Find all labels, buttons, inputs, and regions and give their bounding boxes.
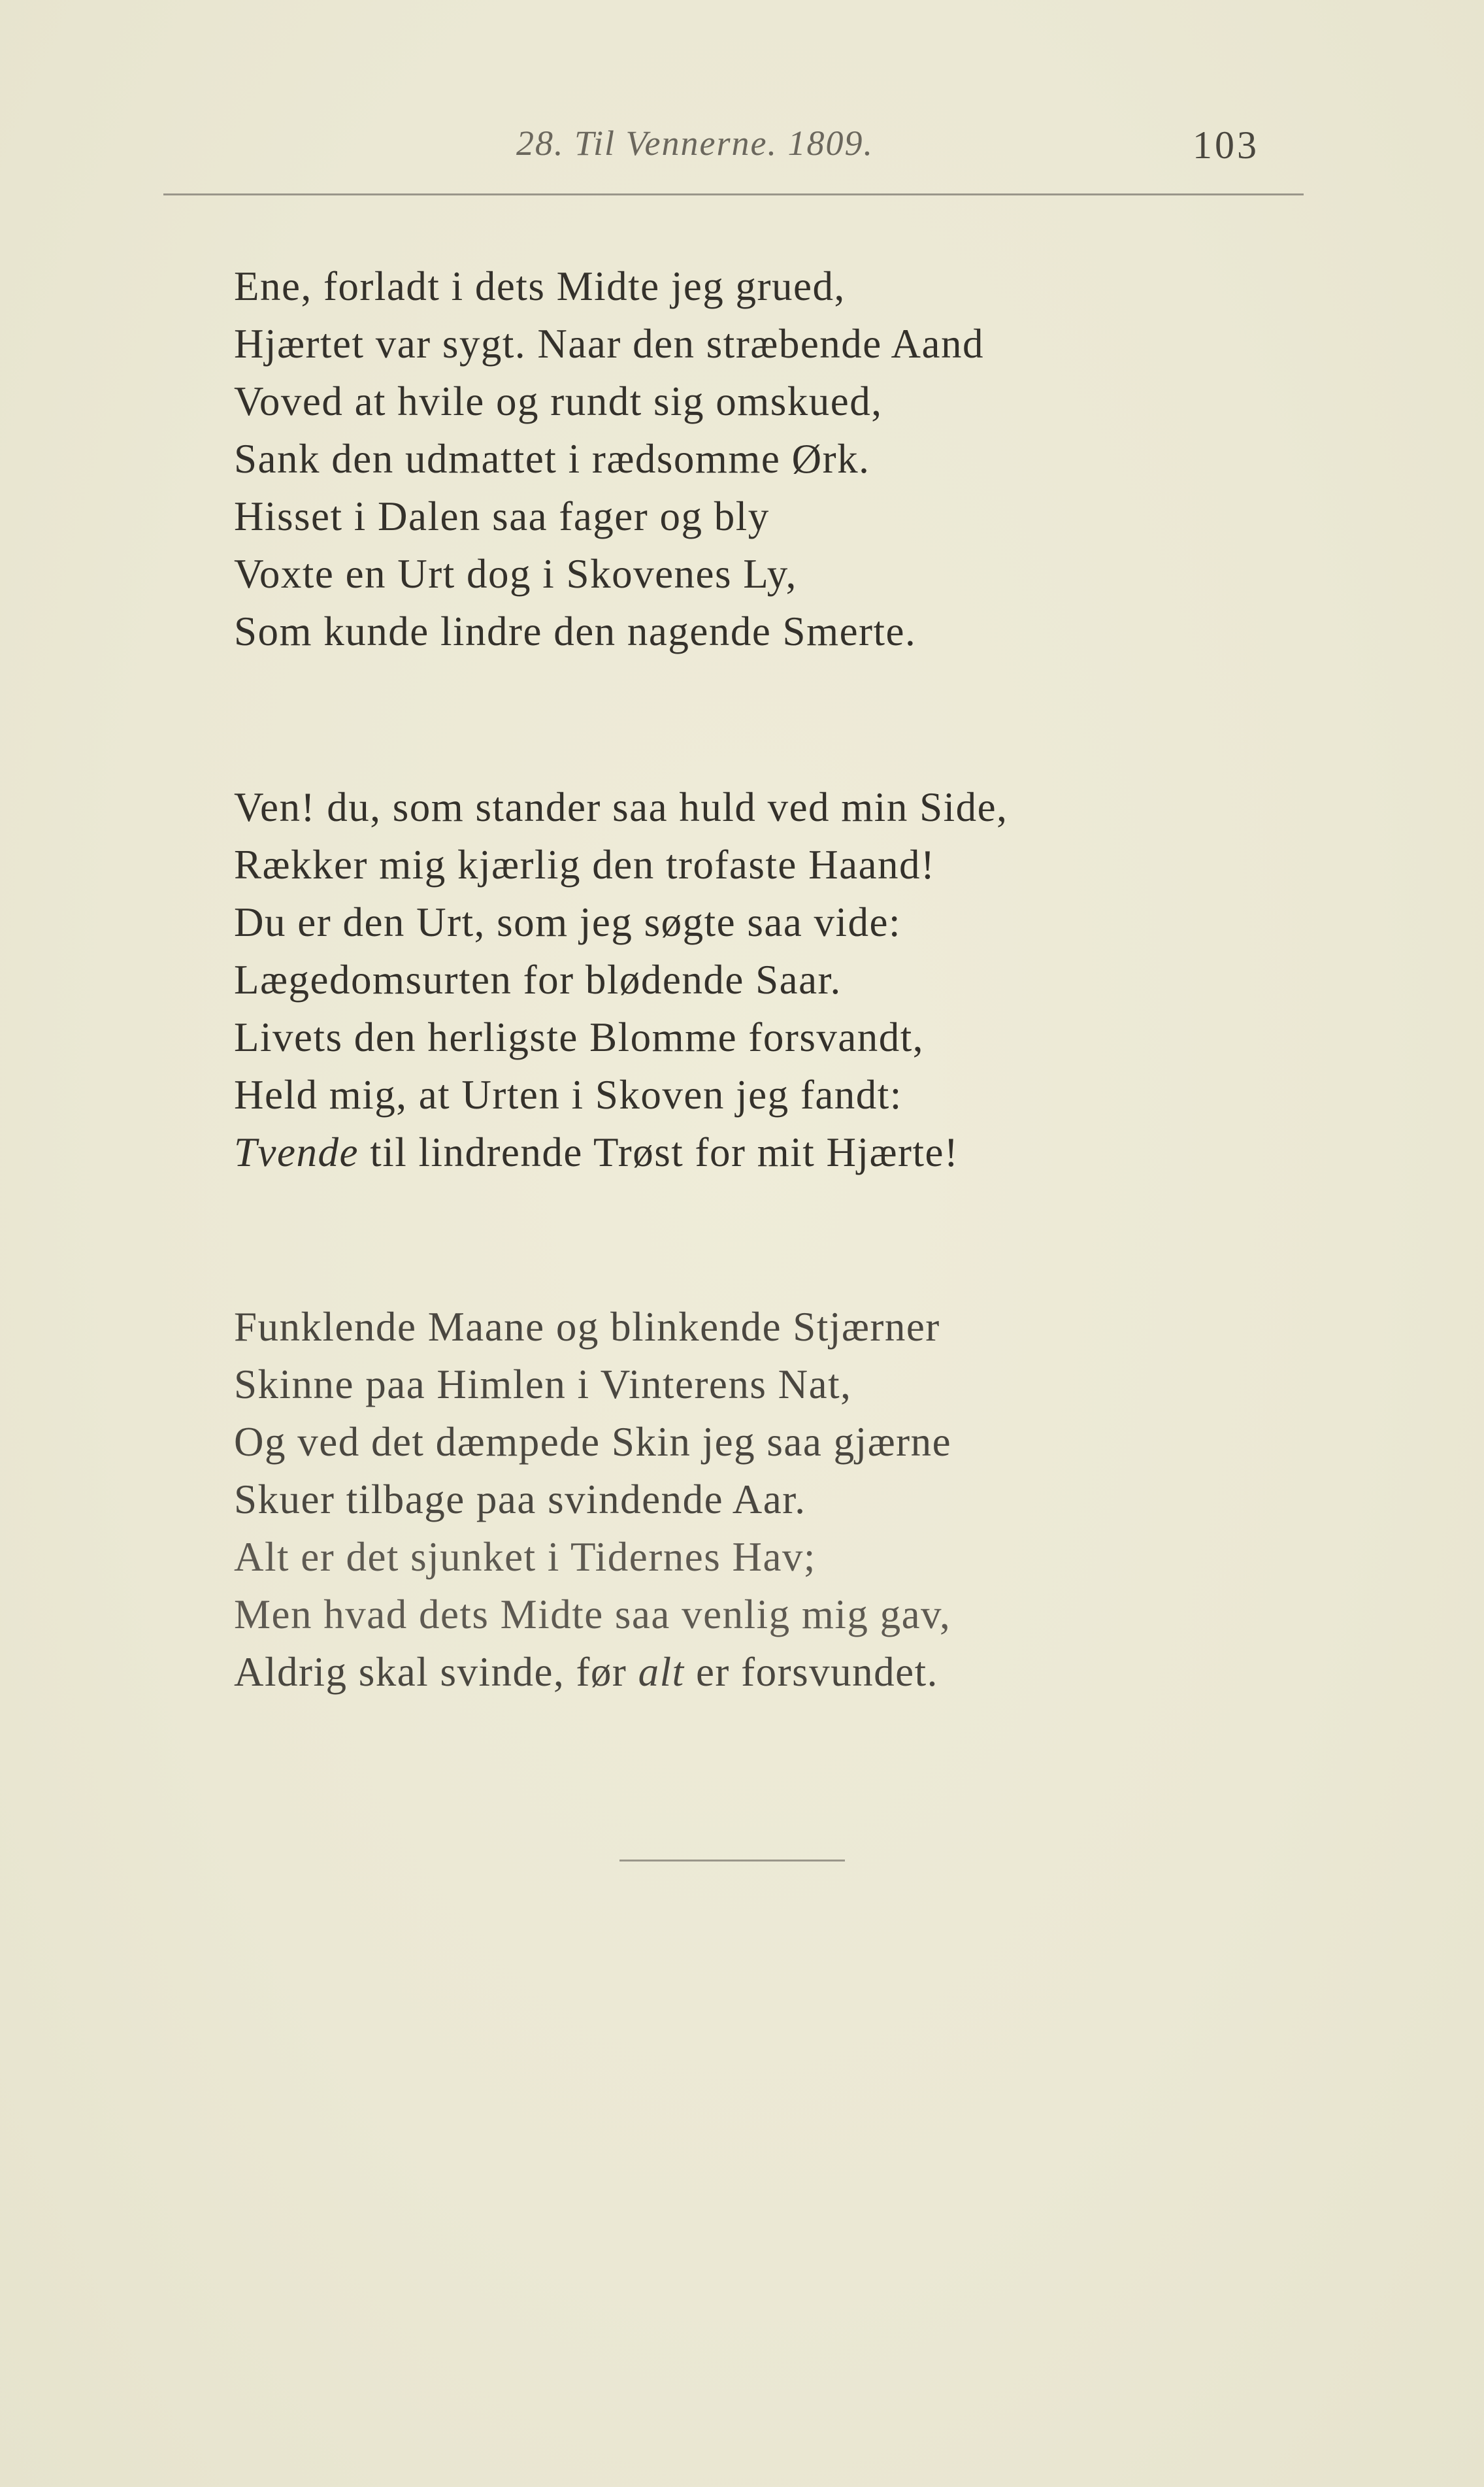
poem-line: Ene, forladt i dets Midte jeg grued, xyxy=(234,263,846,309)
poem-line: Du er den Urt, som jeg søgte saa vide: xyxy=(234,899,902,945)
poem-line: Lægedomsurten for blødende Saar. xyxy=(234,957,842,1003)
end-rule xyxy=(619,1860,845,1861)
italic-word: alt xyxy=(638,1649,685,1695)
stanza-2 xyxy=(234,778,1312,1181)
page-header xyxy=(0,123,1484,175)
poem-line xyxy=(234,1643,1312,1701)
stanza-3 xyxy=(234,1298,1312,1701)
poem-line-rest: er forsvundet. xyxy=(684,1649,938,1695)
poem-line: Funklende Maane og blinkende Stjærner xyxy=(234,1304,940,1350)
poem-line: Hisset i Dalen saa fager og bly xyxy=(234,493,770,539)
poem-line xyxy=(234,1124,1312,1181)
poem-line: Som kunde lindre den nagende Smerte. xyxy=(234,609,917,654)
poem-line: Voxte en Urt dog i Skovenes Ly, xyxy=(234,551,797,597)
stanza-1 xyxy=(234,258,1312,660)
poem-line: Men hvad dets Midte saa venlig mig gav, xyxy=(234,1592,951,1637)
poem-line: Skuer tilbage paa svindende Aar. xyxy=(234,1477,806,1522)
poem-line: Alt er det sjunket i Tidernes Hav; xyxy=(234,1534,816,1580)
poem-line: Rækker mig kjærlig den trofaste Haand! xyxy=(234,842,936,888)
poem-line: Sank den udmattet i rædsomme Ørk. xyxy=(234,436,870,482)
poem-line: Voved at hvile og rundt sig omskued, xyxy=(234,378,883,424)
page-number: 103 xyxy=(1193,124,1259,167)
poem-line-start: Aldrig skal svinde, før xyxy=(234,1649,638,1695)
poem-line: Livets den herligste Blomme forsvandt, xyxy=(234,1014,925,1060)
poem-line: Hjærtet var sygt. Naar den stræbende Aand xyxy=(234,321,984,367)
poem-line: Ven! du, som stander saa huld ved min Side, xyxy=(234,784,1008,830)
poem-line-rest: til lindrende Trøst for mit Hjærte! xyxy=(358,1129,959,1175)
italic-word: Tvende xyxy=(234,1129,359,1175)
poem-line: Og ved det dæmpede Skin jeg saa gjærne xyxy=(234,1419,952,1465)
running-head: 28. Til Vennerne. 1809. xyxy=(516,124,874,163)
poem-line: Skinne paa Himlen i Vinterens Nat, xyxy=(234,1361,852,1407)
header-rule xyxy=(163,193,1304,195)
poem-line: Held mig, at Urten i Skoven jeg fandt: xyxy=(234,1072,902,1118)
